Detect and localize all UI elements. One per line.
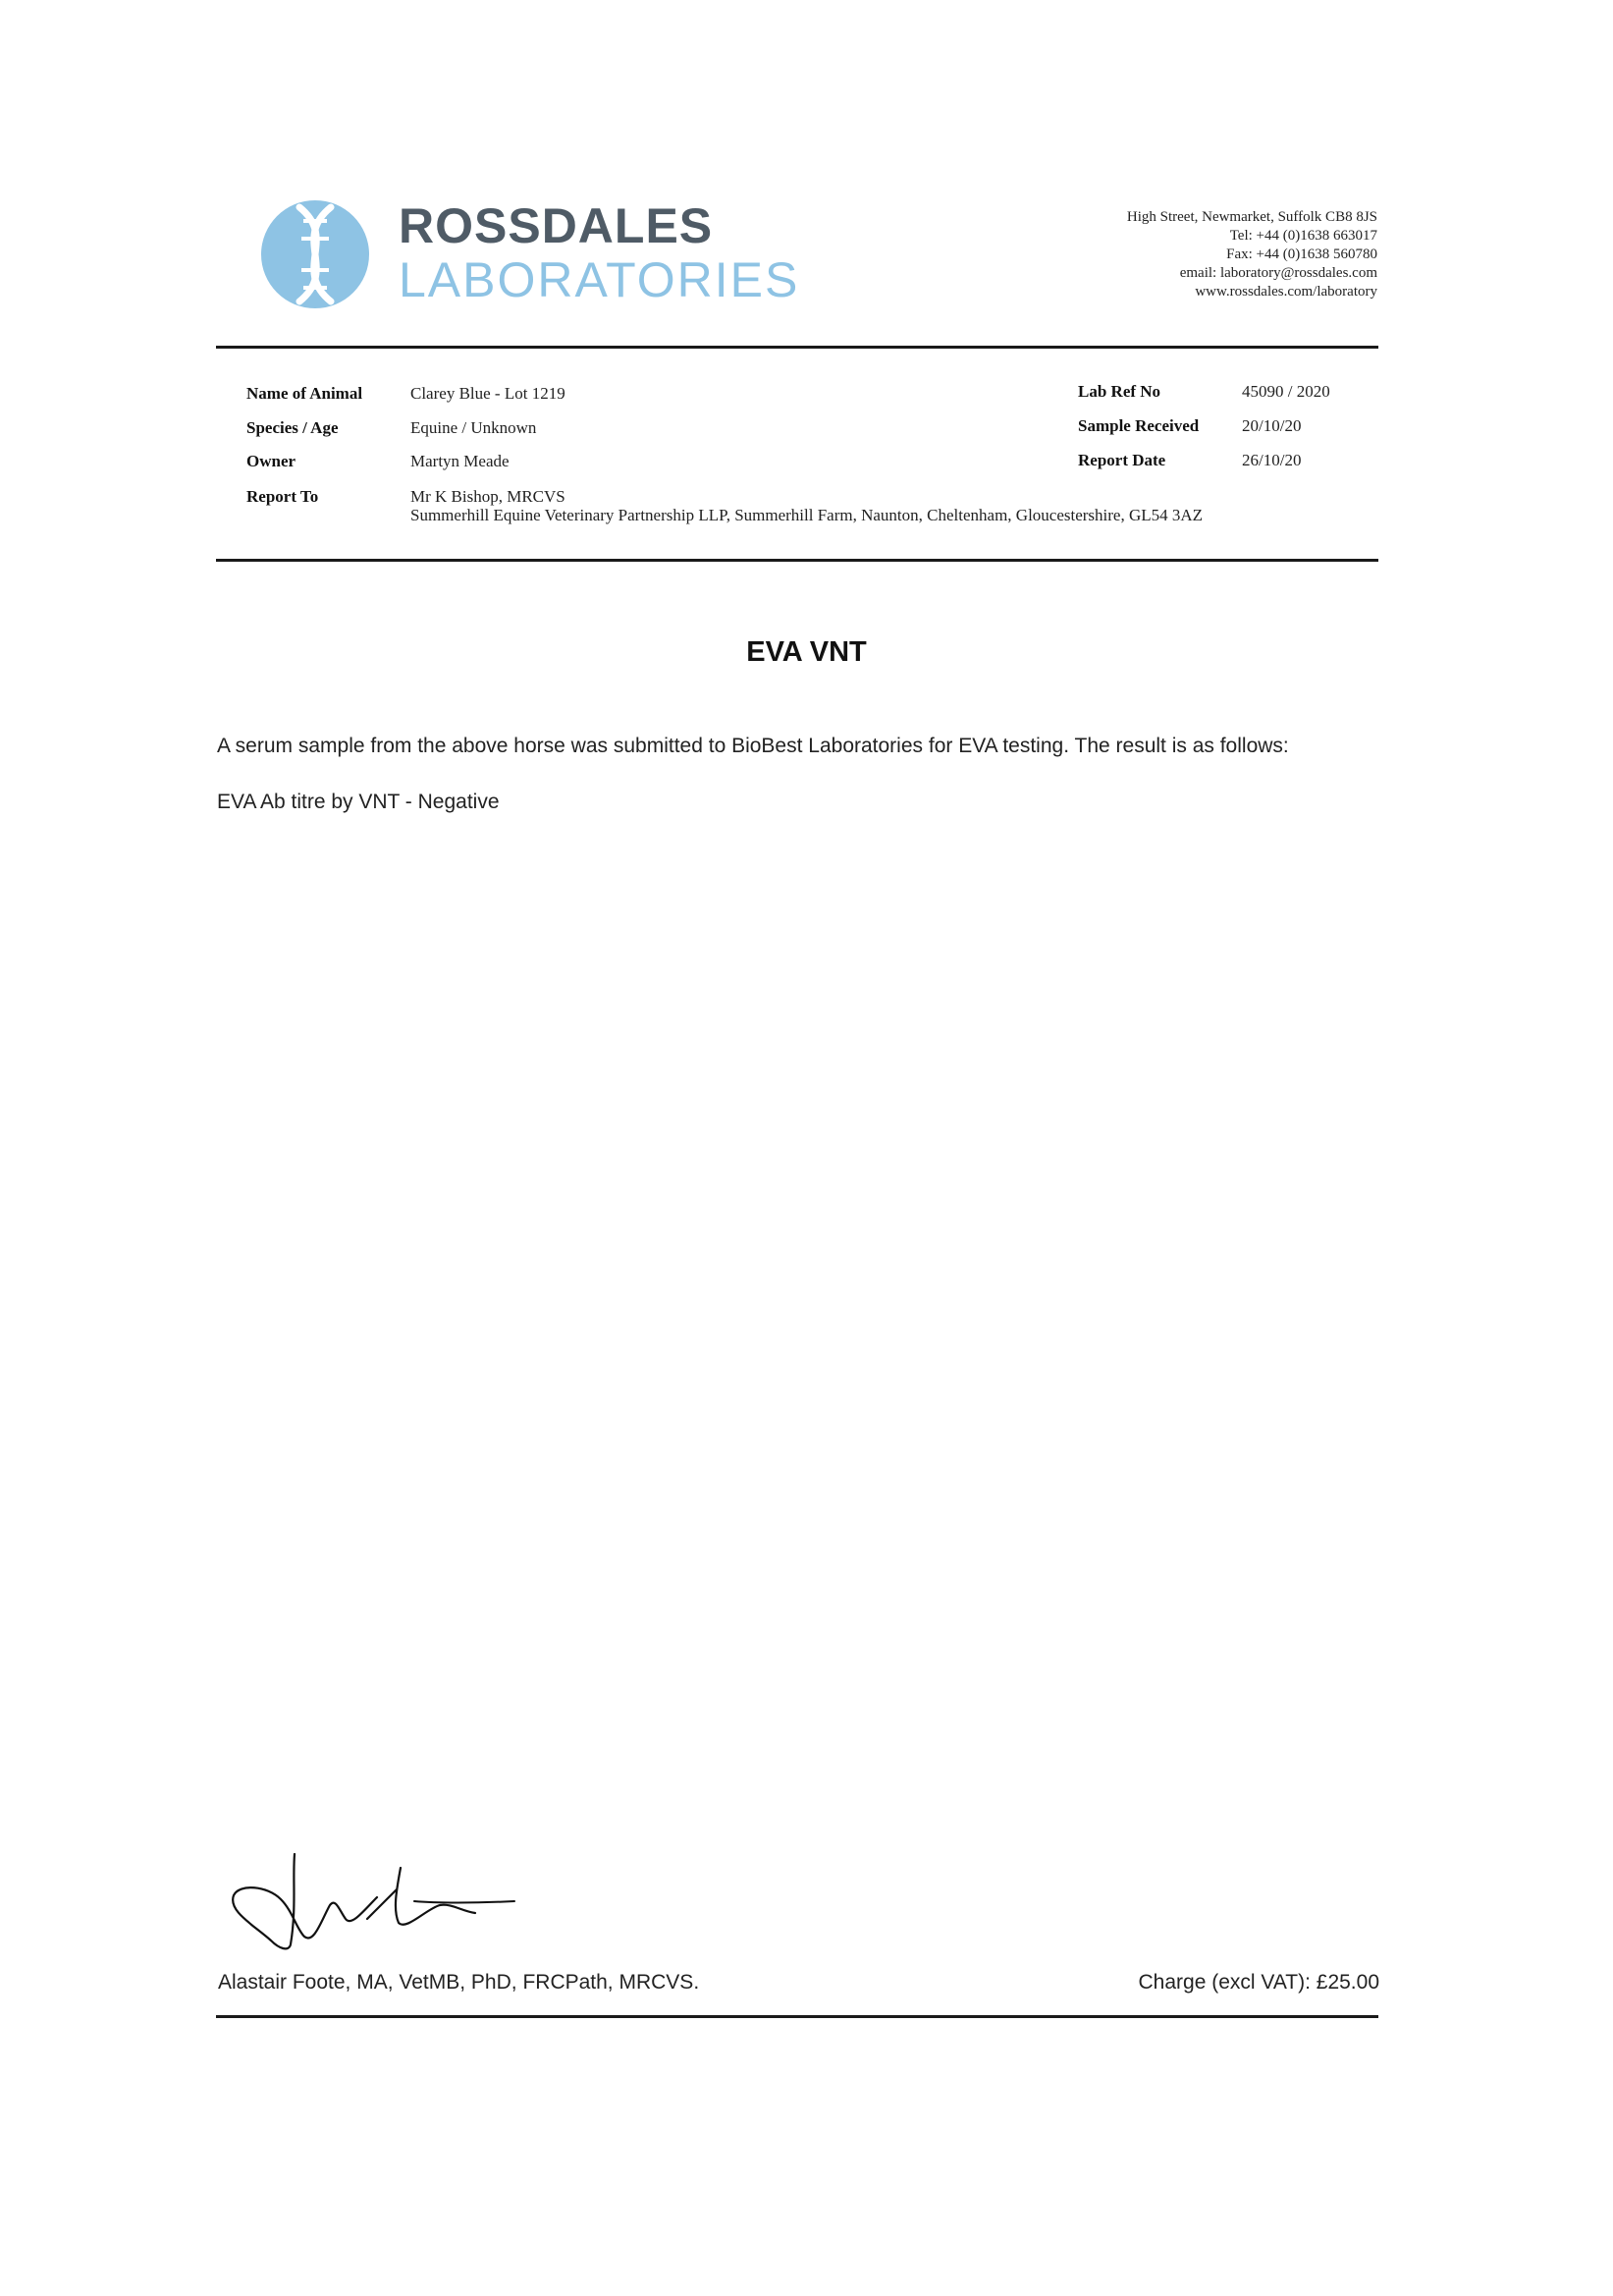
report-to-address: Summerhill Equine Veterinary Partnership LLP, Summerhill Farm, Naunton, Cheltenham, Gloucestershire, GL54 3AZ — [410, 506, 1204, 524]
owner-label: Owner — [246, 452, 296, 470]
signature-icon — [220, 1850, 524, 1958]
report-date-value: 26/10/20 — [1242, 451, 1302, 469]
contact-tel: Tel: +44 (0)1638 663017 — [1229, 228, 1377, 244]
report-to-label: Report To — [246, 487, 319, 506]
report-title: EVA VNT — [746, 636, 867, 668]
contact-fax: Fax: +44 (0)1638 560780 — [1226, 246, 1377, 262]
brand-name-line2: LABORATORIES — [399, 252, 800, 307]
footer-divider — [216, 2015, 1378, 2018]
report-paragraph: A serum sample from the above horse was submitted to BioBest Laboratories for EVA testing. The result is as follows: — [217, 735, 1289, 757]
report-to-name: Mr K Bishop, MRCVS — [410, 487, 565, 506]
report-date-label: Report Date — [1078, 451, 1166, 469]
owner-value: Martyn Meade — [410, 452, 510, 470]
species-age-label: Species / Age — [246, 418, 339, 437]
contact-web: www.rossdales.com/laboratory — [1195, 284, 1377, 300]
brand-name-line1: ROSSDALES — [399, 198, 714, 253]
sample-received-value: 20/10/20 — [1242, 416, 1302, 435]
lab-ref-label: Lab Ref No — [1078, 382, 1161, 401]
animal-name-value: Clarey Blue - Lot 1219 — [410, 384, 565, 403]
contact-block — [1127, 208, 1377, 301]
lab-ref-value: 45090 / 2020 — [1242, 382, 1330, 401]
dna-logo-icon — [260, 199, 370, 309]
contact-address: High Street, Newmarket, Suffolk CB8 8JS — [1126, 209, 1377, 225]
animal-name-label: Name of Animal — [246, 384, 363, 403]
header-divider — [216, 346, 1378, 349]
test-result: EVA Ab titre by VNT - Negative — [217, 791, 500, 813]
species-age-value: Equine / Unknown — [410, 418, 537, 437]
info-divider — [216, 559, 1378, 562]
sample-received-label: Sample Received — [1078, 416, 1200, 435]
contact-email: email: laboratory@rossdales.com — [1179, 265, 1377, 281]
signatory-name: Alastair Foote, MA, VetMB, PhD, FRCPath, MRCVS. — [218, 1971, 700, 1994]
charge-amount: Charge (excl VAT): £25.00 — [1138, 1971, 1379, 1994]
